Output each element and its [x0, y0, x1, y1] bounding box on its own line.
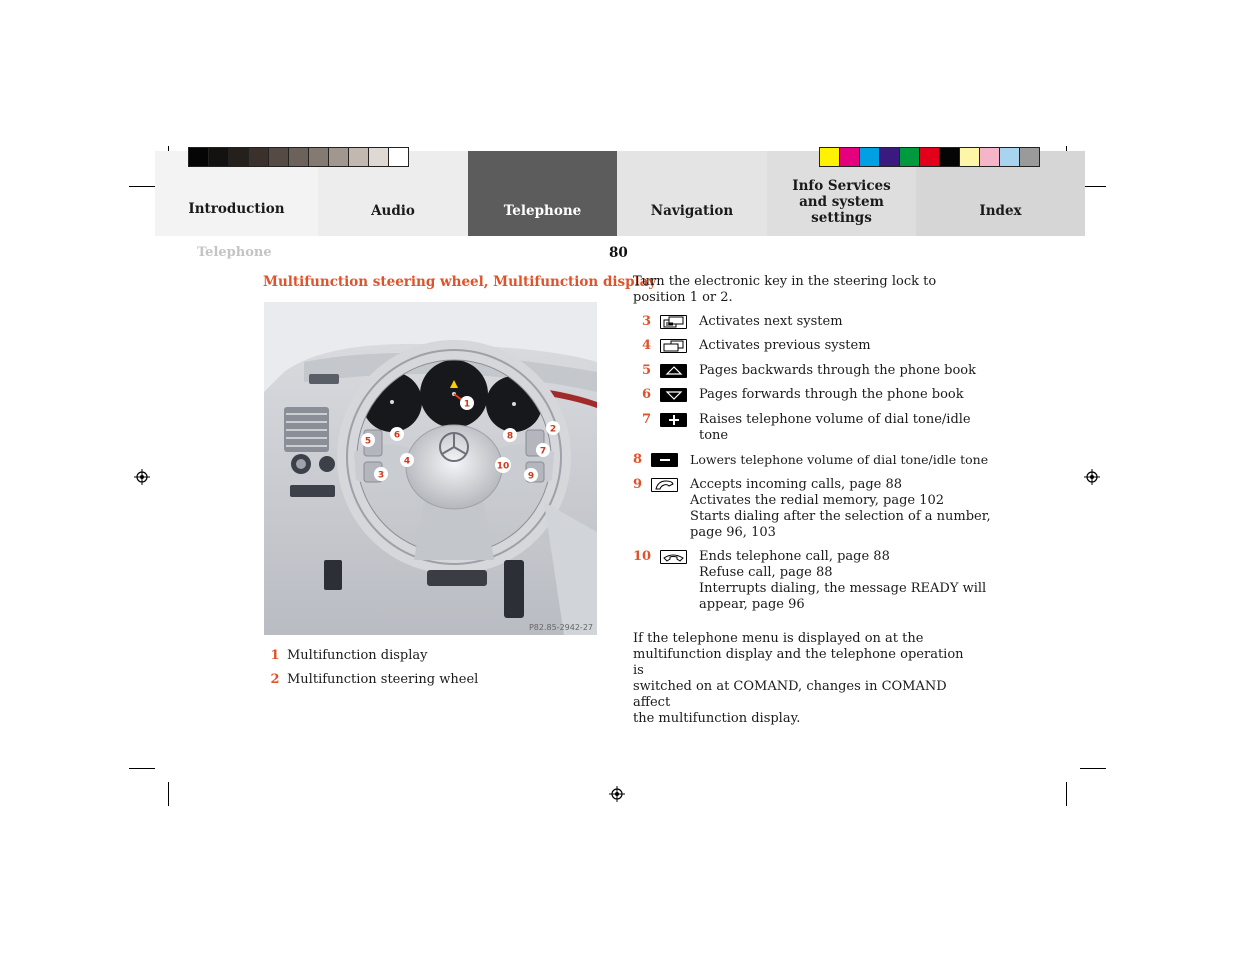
- color-swatch: [308, 147, 329, 167]
- color-swatch: [959, 147, 980, 167]
- key-description: Raises telephone volume of dial tone/idle: [699, 412, 971, 427]
- color-swatch: [879, 147, 900, 167]
- figure-code: P82.85-2942-27: [528, 623, 593, 632]
- arrow-up-icon: [660, 364, 687, 378]
- color-swatch: [388, 147, 409, 167]
- list-item: [633, 549, 987, 615]
- key-function-list: [633, 314, 991, 615]
- steering-wheel-icon: [264, 302, 597, 635]
- list-item: [633, 477, 991, 549]
- section-heading: Multifunction steering wheel, Multifunction display: [263, 274, 657, 290]
- callout-7: 7: [539, 446, 547, 457]
- registration-mark-icon: [609, 786, 625, 802]
- tab-introduction[interactable]: Introduction: [155, 151, 318, 236]
- tab-navigation[interactable]: Navigation: [617, 151, 767, 236]
- legend-number: 2: [270, 672, 280, 687]
- phone-pickup-icon: [651, 478, 678, 492]
- key-number: 7: [641, 412, 651, 427]
- key-number: 8: [633, 452, 643, 467]
- closing-paragraph: [633, 631, 973, 727]
- crop-mark: [1080, 768, 1106, 769]
- color-calibration-bar: [820, 147, 1040, 167]
- key-number: 9: [633, 477, 643, 492]
- color-swatch: [268, 147, 289, 167]
- callout-9: 9: [527, 471, 535, 482]
- key-description: Accepts incoming calls, page 88: [690, 477, 903, 492]
- key-description: page 96, 103: [690, 525, 776, 540]
- registration-mark-icon: [134, 469, 150, 485]
- key-number: 10: [633, 549, 652, 564]
- text-line: If the telephone menu is displayed on at the: [633, 631, 924, 646]
- color-swatch: [859, 147, 880, 167]
- color-swatch: [228, 147, 249, 167]
- text-line: the multifunction display.: [633, 711, 801, 726]
- crop-mark: [129, 768, 155, 769]
- section-label: Telephone: [197, 245, 272, 260]
- text-line: position 1 or 2.: [633, 290, 733, 305]
- steering-wheel-illustration: [264, 302, 597, 635]
- color-swatch: [839, 147, 860, 167]
- list-item: [633, 314, 983, 338]
- key-number: 5: [641, 363, 651, 378]
- crop-mark: [168, 782, 169, 806]
- key-description: appear, page 96: [699, 597, 805, 612]
- arrow-down-icon: [660, 388, 687, 402]
- legend-text: Multifunction steering wheel: [287, 672, 479, 687]
- color-swatch: [899, 147, 920, 167]
- color-swatch: [248, 147, 269, 167]
- callout-3: 3: [377, 470, 385, 481]
- tab-telephone[interactable]: Telephone: [468, 151, 617, 236]
- list-item: [633, 452, 989, 477]
- crop-mark: [1066, 782, 1067, 806]
- intro-paragraph: [633, 274, 963, 306]
- color-swatch: [288, 147, 309, 167]
- color-swatch: [368, 147, 389, 167]
- callout-4: 4: [403, 456, 411, 467]
- list-item: [633, 412, 983, 452]
- key-number: 3: [641, 314, 651, 329]
- key-description: Lowers telephone volume of dial tone/idle tone: [690, 452, 989, 467]
- tab-audio[interactable]: Audio: [318, 151, 468, 236]
- list-item: [633, 338, 983, 363]
- color-swatch: [919, 147, 940, 167]
- tab-index[interactable]: Index: [916, 151, 1085, 236]
- tab-info-services[interactable]: Info Services and system settings: [767, 151, 916, 236]
- text-line: Turn the electronic key in the steering lock to: [633, 274, 937, 289]
- legend-number: 1: [270, 648, 280, 663]
- color-calibration-bar: [189, 147, 409, 167]
- text-line: multifunction display and the telephone operation is: [633, 647, 964, 678]
- key-description: tone: [699, 428, 729, 443]
- color-swatch: [999, 147, 1020, 167]
- text-line: switched on at COMAND, changes in COMAND affect: [633, 679, 947, 710]
- registration-mark-icon: [1084, 469, 1100, 485]
- key-description: Starts dialing after the selection of a number,: [690, 509, 991, 524]
- crop-mark: [129, 186, 155, 187]
- phone-hangup-icon: [660, 550, 687, 564]
- color-swatch: [939, 147, 960, 167]
- key-number: 4: [641, 338, 651, 353]
- key-description: Refuse call, page 88: [699, 565, 833, 580]
- figure-legend: [263, 648, 478, 696]
- plus-icon: [660, 413, 687, 427]
- callout-1: 1: [463, 399, 471, 410]
- callout-2: 2: [549, 424, 557, 435]
- color-swatch: [208, 147, 229, 167]
- minus-icon: [651, 453, 678, 467]
- callout-8: 8: [506, 431, 514, 442]
- callout-10: 10: [496, 461, 510, 472]
- color-swatch: [348, 147, 369, 167]
- legend-text: Multifunction display: [287, 648, 428, 663]
- key-number: 6: [641, 387, 651, 402]
- color-swatch: [1019, 147, 1040, 167]
- key-description: Ends telephone call, page 88: [699, 549, 890, 564]
- list-item: [263, 672, 478, 696]
- color-swatch: [979, 147, 1000, 167]
- key-description: Activates the redial memory, page 102: [690, 493, 945, 508]
- callout-6: 6: [393, 430, 401, 441]
- callout-5: 5: [364, 436, 372, 447]
- list-item: [633, 387, 983, 412]
- key-description: Interrupts dialing, the message READY will: [699, 581, 987, 596]
- page-number: 80: [609, 245, 628, 261]
- key-description: Pages backwards through the phone book: [699, 363, 977, 378]
- key-description: Activates previous system: [699, 338, 871, 353]
- next-system-icon: [660, 315, 687, 329]
- key-description: Pages forwards through the phone book: [699, 387, 964, 402]
- key-description: Activates next system: [699, 314, 843, 329]
- color-swatch: [188, 147, 209, 167]
- color-swatch: [328, 147, 349, 167]
- list-item: [263, 648, 478, 672]
- list-item: [633, 363, 983, 387]
- previous-system-icon: [660, 339, 687, 353]
- color-swatch: [819, 147, 840, 167]
